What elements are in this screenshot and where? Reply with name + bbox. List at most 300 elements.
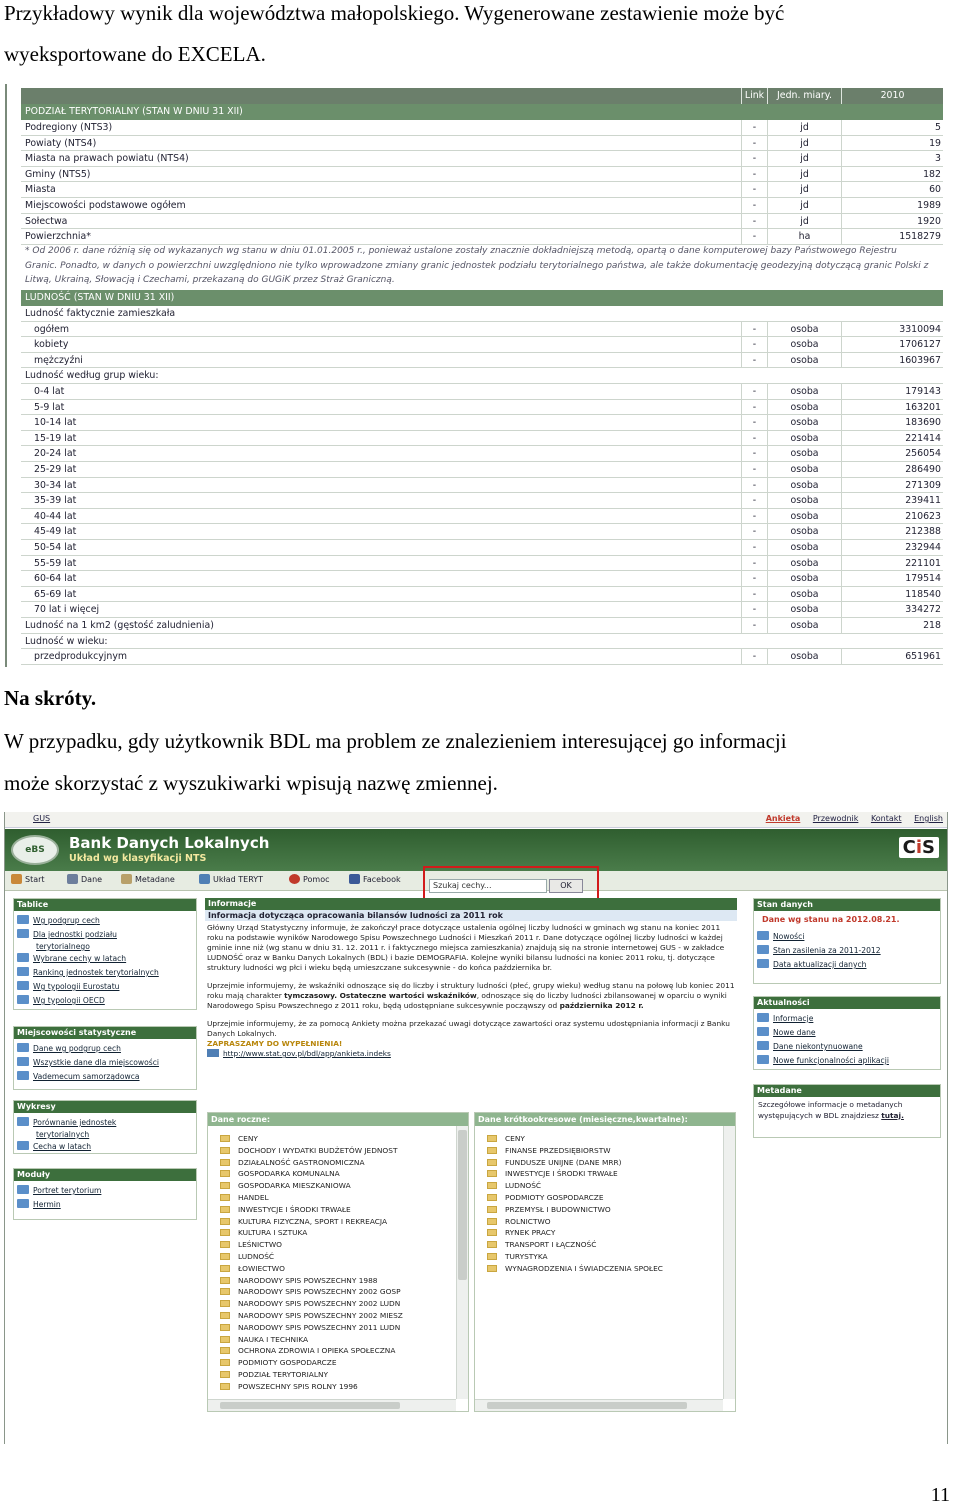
tree-item-label: POWSZECHNY SPIS ROLNY 1996 — [238, 1381, 358, 1391]
table-row — [21, 182, 943, 198]
tree-item[interactable] — [220, 1239, 454, 1251]
link-icon — [757, 1013, 769, 1022]
panel-link[interactable] — [757, 1012, 940, 1026]
table-icon — [67, 874, 78, 884]
row-label: kobiety — [34, 339, 69, 351]
panel-link[interactable] — [17, 966, 196, 980]
grid-icon — [199, 874, 210, 884]
col-unit-header: Jedn. miary. — [767, 88, 841, 104]
folder-icon — [220, 1218, 230, 1225]
row-label: Podregiony (NTS3) — [25, 122, 113, 133]
folder-icon — [220, 1383, 230, 1390]
tree-item[interactable] — [487, 1145, 721, 1157]
tablice-title: Tablice — [14, 899, 196, 911]
miejscowosci-title: Miejscowości statystyczne — [14, 1027, 196, 1039]
tree-item[interactable] — [487, 1204, 721, 1216]
row-link[interactable]: - — [741, 415, 767, 430]
scroll-thumb[interactable] — [458, 1130, 467, 1280]
row-link[interactable]: - — [741, 587, 767, 602]
row-link[interactable]: - — [741, 337, 767, 352]
link-icon — [17, 967, 29, 976]
row-link[interactable]: - — [741, 400, 767, 415]
metadane-title: Metadane — [754, 1085, 940, 1097]
folder-icon — [487, 1253, 497, 1260]
info-p2a: Uprzejmie informujemy, że wskaźniki odnoszące się do liczby i struktury ludności (płeć, grupy wieku) według stanu na połowę lub koniec 2011 roku mają charakter — [207, 981, 735, 1000]
panel-link-label: Porównanie jednostek — [33, 1118, 117, 1127]
row-link[interactable]: - — [741, 182, 767, 197]
table-row — [21, 337, 943, 353]
tree-item[interactable] — [220, 1263, 454, 1275]
tree-item[interactable] — [220, 1310, 454, 1322]
help-icon — [289, 874, 300, 884]
folder-icon — [220, 1277, 230, 1284]
heading-shortcuts: Na skróty. — [4, 686, 97, 710]
folder-icon — [220, 1347, 230, 1354]
tree-item-label: LUDNOŚĆ — [505, 1181, 542, 1191]
metadane-link[interactable]: tutaj. — [881, 1110, 904, 1120]
info-paragraph-1: Główny Urząd Statystyczny informuje, że zakończył prace dotyczące ustalenia ogólnej liczby ludności w gminach wg stanu na koniec 2011 roku na podstawie wyników Narodowego Spisu Powszechnego Ludności i Mieszkań 2011 r. Dane dotyczące ogólnej liczby ludności w każdej gminie inne niż (wg stanu w dniu 31. 12. 2011 r. i faktycznego miejsca zamieszkania) znajdują się na stronie internetowej GUS - w zakładce LUDNOŚĆ oraz w Banku Danych Lokalnych (BDL) i bazie DEMOGRAFIA. Kolejne wyniki bilansu ludności na koniec 2011 roku, tj. dotyczące struktury ludności wg płci i wieku będą umieszczane sukcesywnie - do końca października br. — [207, 923, 725, 972]
folder-icon — [220, 1324, 230, 1331]
link-icon — [757, 1055, 769, 1064]
row-link[interactable]: - — [741, 618, 767, 633]
info-subtitle: Informacja dotycząca opracowania bilansów ludności za 2011 rok — [205, 910, 737, 921]
nav-dane-label: Dane — [81, 875, 103, 884]
search-ok-button[interactable]: OK — [549, 879, 583, 893]
horizontal-scrollbar[interactable] — [208, 1399, 456, 1411]
kontakt-link[interactable]: Kontakt — [870, 814, 902, 823]
tree-item-label: DZIAŁALNOŚĆ GASTRONOMICZNA — [238, 1157, 365, 1167]
tree-item-label: NARODOWY SPIS POWSZECHNY 2002 GOSP — [238, 1287, 401, 1297]
stan-panel — [753, 898, 941, 984]
dane-roczne-tree[interactable] — [207, 1112, 469, 1412]
cis-s: S — [922, 837, 935, 858]
row-link[interactable]: - — [741, 198, 767, 213]
panel-link[interactable] — [17, 952, 196, 966]
gus-link[interactable]: GUS — [33, 814, 51, 823]
folder-icon — [487, 1265, 497, 1272]
info-title: Informacje — [205, 898, 737, 910]
row-link[interactable]: - — [741, 229, 767, 244]
aktualnosci-title: Aktualności — [754, 997, 940, 1009]
panel-link[interactable] — [17, 994, 196, 1008]
panel-link[interactable] — [17, 1056, 196, 1070]
row-label: 15-19 lat — [34, 432, 77, 444]
book-icon — [121, 874, 132, 884]
row-label: Miejscowości podstawowe ogółem — [25, 200, 186, 211]
folder-icon — [220, 1182, 230, 1189]
panel-link-label: Wybrane cechy w latach — [33, 954, 127, 963]
nav-start[interactable] — [11, 874, 45, 884]
tree-item-label: GOSPODARKA MIESZKANIOWA — [238, 1181, 351, 1191]
stan-title: Stan danych — [754, 899, 940, 911]
row-value: 232944 — [841, 540, 943, 555]
row-label: 45-49 lat — [34, 526, 77, 538]
row-unit: osoba — [767, 649, 841, 664]
folder-icon — [220, 1371, 230, 1378]
table-row — [21, 322, 943, 338]
row-unit: osoba — [767, 478, 841, 493]
tree-item-label: HANDEL — [238, 1192, 269, 1202]
row-link[interactable]: - — [741, 322, 767, 337]
row-link[interactable]: - — [741, 353, 767, 368]
tree-item[interactable] — [487, 1133, 721, 1145]
tree-item[interactable] — [487, 1263, 721, 1275]
note-line: Granic. Ponadto, w danych o powierzchni uwzględniono nie tylko wprowadzone zmiany granic jednostek podziału terytorialnego państwa, ale także dokumentację geodezyjną dotyczącą granic Polski z — [25, 260, 929, 271]
table-row — [21, 229, 943, 245]
folder-icon — [220, 1336, 230, 1343]
row-link[interactable]: - — [741, 540, 767, 555]
table-row — [21, 431, 943, 447]
folder-icon — [220, 1241, 230, 1248]
nav-pomoc-label: Pomoc — [303, 875, 330, 884]
vertical-scrollbar[interactable] — [456, 1126, 468, 1399]
table-row — [21, 587, 943, 603]
tree-item[interactable] — [220, 1275, 454, 1287]
przewodnik-link[interactable]: Przewodnik — [812, 814, 859, 823]
panel-link[interactable] — [17, 1070, 196, 1084]
panel-link[interactable] — [17, 1140, 196, 1154]
panel-link[interactable] — [17, 980, 196, 994]
row-label: mężczyźni — [34, 354, 83, 366]
row-unit: osoba — [767, 571, 841, 586]
folder-icon — [220, 1253, 230, 1260]
tree-item[interactable] — [220, 1334, 454, 1346]
table-row — [21, 415, 943, 431]
panel-link[interactable] — [17, 1116, 196, 1130]
tree-item[interactable] — [220, 1192, 454, 1204]
aktualnosci-panel — [753, 996, 941, 1070]
surface-note — [25, 244, 941, 288]
wykresy-title: Wykresy — [14, 1101, 196, 1113]
table-row — [21, 214, 943, 230]
nav-metadane[interactable] — [121, 874, 175, 884]
tree-item-label: ŁOWIECTWO — [238, 1263, 285, 1273]
info-p2d: października 2012 r. — [559, 1001, 644, 1010]
site-title: Bank Danych Lokalnych — [69, 834, 270, 852]
tree-item[interactable] — [487, 1251, 721, 1263]
row-unit: osoba — [767, 618, 841, 633]
dane-krotkookresowe-tree[interactable] — [474, 1112, 736, 1412]
folder-icon — [487, 1206, 497, 1213]
panel-link-label: Data aktualizacji danych — [773, 960, 867, 969]
panel-link[interactable] — [17, 942, 196, 952]
nav-dane[interactable] — [67, 874, 102, 884]
row-value: 210623 — [841, 509, 943, 524]
subheader-label: Ludność w wieku: — [25, 635, 108, 647]
row-value: 19 — [841, 136, 943, 151]
panel-link-label: Dla jednostki podziału — [33, 930, 117, 939]
folder-icon — [220, 1300, 230, 1307]
panel-link-label: Informacje — [773, 1014, 814, 1023]
cis-i: i — [915, 837, 923, 858]
row-label: Powierzchnia* — [25, 231, 91, 243]
nav-teryt[interactable] — [199, 874, 263, 884]
link-icon — [17, 1185, 29, 1194]
nav-metadane-label: Metadane — [135, 875, 175, 884]
tree-item-label: WYNAGRODZENIA I ŚWIADCZENIA SPOŁEC — [505, 1263, 663, 1273]
horizontal-scrollbar[interactable] — [475, 1399, 723, 1411]
folder-icon — [220, 1288, 230, 1295]
tree-item[interactable] — [220, 1180, 454, 1192]
tree-item-label: TURYSTYKA — [505, 1251, 548, 1261]
row-unit: osoba — [767, 587, 841, 602]
row-link[interactable]: - — [741, 556, 767, 571]
panel-link-label: Ranking jednostek terytorialnych — [33, 968, 159, 977]
row-unit: jd — [767, 214, 841, 229]
scroll-thumb[interactable] — [487, 1402, 687, 1409]
metadane-desc: Szczegółowe informacje o metadanych występujących w BDL znajdziesz — [758, 1100, 903, 1120]
row-link[interactable]: - — [741, 384, 767, 399]
panel-link[interactable] — [757, 1040, 940, 1054]
search-input[interactable]: Szukaj cechy... — [429, 879, 547, 893]
row-link[interactable]: - — [741, 493, 767, 508]
tree-item-label: KULTURA FIZYCZNA, SPORT I REKREACJA — [238, 1216, 388, 1226]
nav-facebook[interactable] — [349, 874, 401, 884]
info-paragraph-2 — [205, 979, 737, 1011]
tree-item-label: FINANSE PRZEDSIĘBIORSTW — [505, 1145, 611, 1155]
panel-link[interactable] — [17, 928, 196, 942]
panel-link-label: Vademecum samorządowca — [33, 1072, 140, 1081]
note-line: Litwą, Ukrainą, Słowacją i Czechami, przekazaną do GUGiK przez Straż Graniczną. — [25, 275, 395, 286]
row-unit: jd — [767, 167, 841, 182]
banner — [5, 829, 948, 871]
tree-item-label: NAUKA I TECHNIKA — [238, 1334, 309, 1344]
row-label: Miasta — [25, 184, 56, 196]
link-icon — [757, 1027, 769, 1036]
tree-item-label: INWESTYCJE I ŚRODKI TRWAŁE — [505, 1169, 618, 1179]
table-screenshot — [5, 84, 955, 667]
para-line-2: może skorzystać z wyszukiwarki wpisują nazwę zmiennej. — [4, 771, 498, 795]
moduly-title: Moduły — [14, 1169, 196, 1181]
tree-item-label: CENY — [238, 1134, 258, 1143]
site-subtitle: Układ wg klasyfikacji NTS — [69, 853, 207, 864]
row-link[interactable]: - — [741, 120, 767, 135]
row-link[interactable]: - — [741, 446, 767, 461]
english-link[interactable]: English — [914, 814, 943, 823]
row-value: 239411 — [841, 493, 943, 508]
tree-item[interactable] — [220, 1286, 454, 1298]
tree-item[interactable] — [487, 1216, 721, 1228]
row-value: 3 — [841, 151, 943, 166]
table-row — [21, 198, 943, 214]
folder-icon — [487, 1182, 497, 1189]
tree-item-label: CENY — [505, 1134, 525, 1143]
panel-link-label: Wg podgrup cech — [33, 916, 100, 925]
tree-item[interactable] — [220, 1168, 454, 1180]
row-link[interactable]: - — [741, 214, 767, 229]
scroll-thumb[interactable] — [220, 1402, 400, 1409]
row-value: 221414 — [841, 431, 943, 446]
row-label: przedprodukcyjnym — [34, 651, 128, 663]
tree-item[interactable] — [487, 1157, 721, 1169]
panel-link-label: Wg typologii Eurostatu — [33, 982, 120, 991]
table-row — [21, 384, 943, 400]
row-value: 60 — [841, 182, 943, 197]
tree-item-label: NARODOWY SPIS POWSZECHNY 1988 — [238, 1275, 378, 1285]
top-bar — [5, 812, 948, 828]
panel-link[interactable] — [757, 958, 940, 972]
row-value: 179514 — [841, 571, 943, 586]
panel-link-label: Nowe funkcjonalności aplikacji — [773, 1056, 889, 1065]
nav-pomoc[interactable] — [289, 874, 330, 884]
tree-item-label: NARODOWY SPIS POWSZECHNY 2002 LUDN — [238, 1299, 401, 1309]
tree-item-label: OCHRONA ZDROWIA I OPIEKA SPOŁECZNA — [238, 1346, 396, 1356]
tree-item-label: NARODOWY SPIS POWSZECHNY 2011 LUDN — [238, 1322, 401, 1332]
cis-logo — [899, 837, 939, 858]
row-unit: jd — [767, 151, 841, 166]
row-value: 5 — [841, 120, 943, 135]
row-unit: jd — [767, 182, 841, 197]
table-row — [21, 446, 943, 462]
row-label: 60-64 lat — [34, 573, 77, 585]
tree-item[interactable] — [220, 1157, 454, 1169]
row-value: 118540 — [841, 587, 943, 602]
subheader-label: Ludność według grup wieku: — [25, 370, 159, 382]
row-link[interactable]: - — [741, 509, 767, 524]
tree-item-label: NARODOWY SPIS POWSZECHNY 2002 MIESZ — [238, 1310, 403, 1320]
tree-item[interactable] — [220, 1204, 454, 1216]
folder-icon — [220, 1170, 230, 1177]
tree-item[interactable] — [220, 1145, 454, 1157]
table-row — [21, 509, 943, 525]
intro-line-2: wyeksportowane do EXCELA. — [4, 42, 266, 66]
row-unit: jd — [767, 198, 841, 213]
folder-icon — [220, 1147, 230, 1154]
row-unit: osoba — [767, 322, 841, 337]
info-p2b: tymczasowy. Ostateczne wartości wskaźników — [284, 991, 477, 1000]
row-link[interactable]: - — [741, 602, 767, 617]
row-value: 1518279 — [841, 229, 943, 244]
row-unit: osoba — [767, 353, 841, 368]
row-label: Gminy (NTS5) — [25, 168, 91, 180]
cis-c: C — [902, 837, 916, 858]
row-unit: osoba — [767, 446, 841, 461]
row-link[interactable]: - — [741, 136, 767, 151]
tree-item[interactable] — [220, 1133, 454, 1145]
panel-link[interactable] — [17, 1198, 196, 1212]
vertical-scrollbar[interactable] — [723, 1126, 735, 1399]
row-link[interactable]: - — [741, 649, 767, 664]
row-link[interactable]: - — [741, 571, 767, 586]
row-value: 182 — [841, 167, 943, 182]
tree-item[interactable] — [220, 1357, 454, 1369]
row-link[interactable]: - — [741, 478, 767, 493]
row-label: 65-69 lat — [34, 588, 77, 600]
table-row — [21, 400, 943, 416]
ankieta-link[interactable]: Ankieta — [765, 814, 801, 823]
tree-item[interactable] — [220, 1298, 454, 1310]
tablice-panel — [13, 898, 197, 1010]
tree-item-label: DOCHODY I WYDATKI BUDŻETÓW JEDNOST — [238, 1145, 398, 1155]
nav-facebook-label: Facebook — [363, 875, 401, 884]
panel-link[interactable] — [757, 930, 940, 944]
tree-item[interactable] — [487, 1168, 721, 1180]
row-value: 212388 — [841, 524, 943, 539]
nav-teryt-label: Układ TERYT — [213, 875, 264, 884]
folder-icon — [487, 1170, 497, 1177]
tree-item-label: FUNDUSZE UNIJNE (DANE MRR) — [505, 1157, 622, 1167]
subheader-row — [21, 634, 943, 650]
row-link[interactable]: - — [741, 431, 767, 446]
table-header — [21, 88, 943, 104]
tree-item-label: ROLNICTWO — [505, 1216, 551, 1226]
row-label: 20-24 lat — [34, 448, 77, 460]
row-link[interactable]: - — [741, 151, 767, 166]
section-ludnosc: LUDNOŚĆ (STAN W DNIU 31 XII) — [21, 290, 943, 306]
folder-icon — [487, 1194, 497, 1201]
panel-link-label: terytorialnych — [36, 1130, 90, 1139]
tree-item[interactable] — [487, 1227, 721, 1239]
panel-link[interactable] — [17, 1130, 196, 1140]
table-row — [21, 540, 943, 556]
folder-icon — [487, 1159, 497, 1166]
panel-link[interactable] — [17, 914, 196, 928]
link-icon — [757, 945, 769, 954]
folder-icon — [220, 1229, 230, 1236]
tree-item[interactable] — [487, 1180, 721, 1192]
row-unit: osoba — [767, 462, 841, 477]
row-unit: osoba — [767, 540, 841, 555]
row-value: 1603967 — [841, 353, 943, 368]
panel-link[interactable] — [757, 1026, 940, 1040]
row-unit: osoba — [767, 400, 841, 415]
row-value: 163201 — [841, 400, 943, 415]
panel-link[interactable] — [17, 1184, 196, 1198]
tree-item[interactable] — [487, 1192, 721, 1204]
table-row — [21, 353, 943, 369]
row-unit: jd — [767, 120, 841, 135]
row-value: 256054 — [841, 446, 943, 461]
link-icon — [757, 931, 769, 940]
tree-item[interactable] — [220, 1369, 454, 1381]
row-value: 334272 — [841, 602, 943, 617]
panel-link[interactable] — [17, 1042, 196, 1056]
panel-link[interactable] — [757, 1054, 940, 1068]
tree-item[interactable] — [220, 1216, 454, 1228]
folder-icon — [487, 1135, 497, 1142]
link-icon — [17, 1141, 29, 1150]
ankieta-url-link[interactable]: http://www.stat.gov.pl/bdl/app/ankieta.indeks — [223, 1049, 391, 1058]
folder-icon — [487, 1147, 497, 1154]
row-link[interactable]: - — [741, 462, 767, 477]
tree-item[interactable] — [220, 1251, 454, 1263]
row-unit: osoba — [767, 493, 841, 508]
note-line: * Od 2006 r. dane różnią się od wykazanych wg stanu w dniu 01.01.2005 r., ponieważ ustalone zostały znacznie dokładniejszą metodą, opartą o dane komputerowej bazy Państwowego Rejestru — [25, 246, 897, 256]
row-link[interactable]: - — [741, 524, 767, 539]
section-podzial: PODZIAŁ TERYTORIALNY (STAN W DNIU 31 XII) — [21, 104, 943, 120]
tree-item[interactable] — [487, 1239, 721, 1251]
panel-link-label: Cecha w latach — [33, 1142, 92, 1151]
info-p2c: , odnoszące się do liczby ludności zbilansowanej w oparciu o wyniki Narodowego Spisu Powszechnego z 2011 roku, będą udostępniane sukcesywnie począwszy od — [207, 991, 727, 1010]
row-value: 218 — [841, 618, 943, 633]
bdl-logo: eBS — [11, 835, 59, 865]
tree-item[interactable] — [220, 1381, 454, 1393]
dane-krotkookresowe-title: Dane krótkookresowe (miesięczne,kwartalne): — [475, 1113, 735, 1126]
tree-item[interactable] — [220, 1322, 454, 1334]
tree-item-label: INWESTYCJE I ŚRODKI TRWAŁE — [238, 1204, 351, 1214]
table-row — [21, 602, 943, 618]
tree-item[interactable] — [220, 1345, 454, 1357]
tree-item[interactable] — [220, 1227, 454, 1239]
folder-icon — [220, 1159, 230, 1166]
row-label: 0-4 lat — [34, 386, 65, 397]
folder-icon — [220, 1194, 230, 1201]
panel-link[interactable] — [757, 944, 940, 958]
table-row — [21, 556, 943, 572]
globe-icon — [207, 1049, 219, 1057]
row-value: 221101 — [841, 556, 943, 571]
row-link[interactable]: - — [741, 167, 767, 182]
